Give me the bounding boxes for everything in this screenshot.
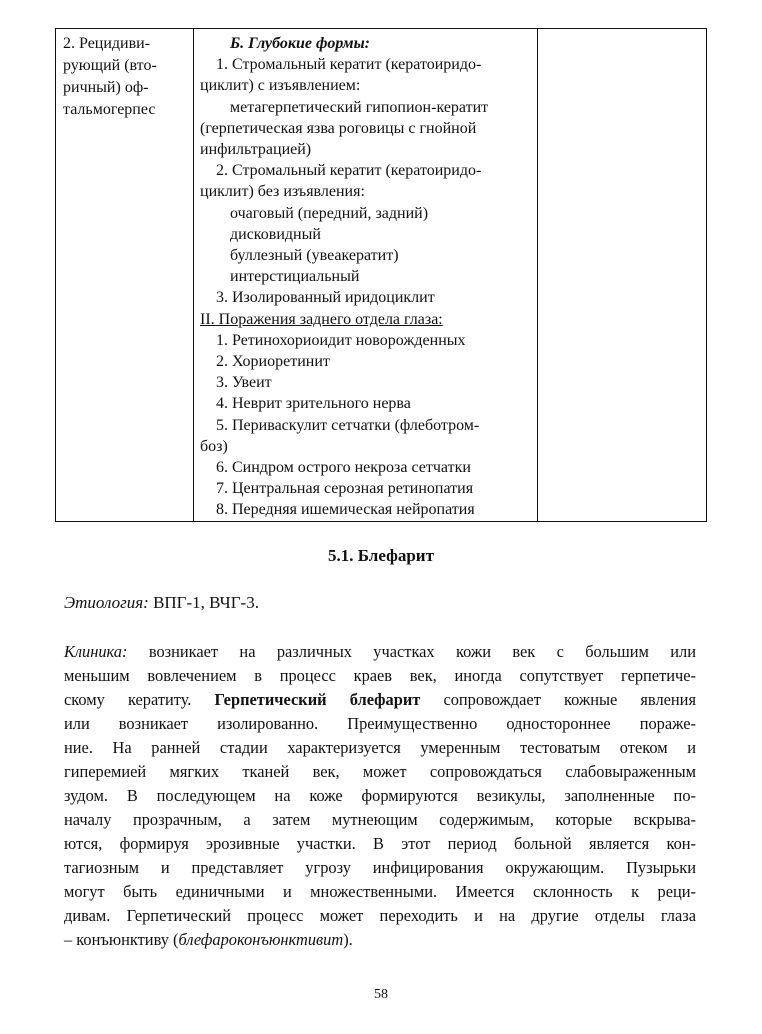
etiology-paragraph — [64, 593, 259, 613]
classification-line: 5. Периваскулит сетчатки (флеботром- — [216, 416, 480, 434]
form-line: тальмогерпес — [63, 101, 156, 118]
text-line: гиперемией мягких тканей век, может сопровождаться слабовыраженным — [64, 762, 696, 781]
classification-line: 2. Стромальный кератит (кератоиридо- — [216, 162, 482, 180]
subheading: Б. Глубокие формы: — [230, 35, 371, 52]
text-fragment: – конъюнктиву ( — [64, 930, 179, 949]
clinic-paragraph — [64, 640, 696, 952]
table-cell-classification — [200, 33, 533, 521]
classification-line: 4. Неврит зрительного нерва — [216, 395, 411, 413]
text-line: могут быть единичными и множественными. Имеется склонность к реци- — [64, 882, 696, 901]
table-divider-2 — [537, 29, 538, 521]
classification-line: инфильтрацией) — [200, 141, 312, 159]
classification-line: 3. Увеит — [216, 374, 272, 392]
classification-line: 2. Хориоретинит — [216, 353, 330, 371]
text-line: ние. На ранней стадии характеризуется умеренным тестоватым отеком и — [64, 738, 696, 757]
classification-line: 7. Центральная серозная ретинопатия — [216, 480, 474, 498]
clinic-label: Клиника: — [64, 642, 128, 661]
etiology-text: ВПГ-1, ВЧГ-3. — [148, 593, 259, 612]
classification-line: 6. Синдром острого некроза сетчатки — [216, 459, 471, 477]
table-cell-form — [63, 33, 195, 121]
text-line: ются, формируя эрозивные участки. В этот период больной является кон- — [64, 834, 696, 853]
section-heading: 5.1. Блефарит — [328, 546, 434, 565]
classification-line: интерстициальный — [230, 268, 360, 286]
classification-line: буллезный (увеакератит) — [230, 247, 399, 265]
classification-line: 1. Стромальный кератит (кератоиридо- — [216, 56, 482, 74]
text-line: зудом. В последующем на коже формируются везикулы, заполненные по- — [64, 786, 696, 805]
classification-line: метагерпетический гипопион-кератит — [230, 98, 489, 116]
classification-line: дисковидный — [230, 225, 321, 243]
text-line — [64, 928, 696, 952]
form-line: 2. Рецидиви- — [63, 35, 151, 52]
text-line: меньшим вовлечением в процесс краев век, иногда сопутствует герпетиче- — [64, 666, 696, 685]
classification-table — [55, 28, 707, 522]
text-fragment: возникает на различных участках кожи век с большим или — [127, 642, 696, 661]
text-line: началу прозрачным, а затем мутнеющим содержимым, которые вскрыва- — [64, 810, 696, 829]
classification-line: 3. Изолированный иридоциклит — [216, 289, 435, 307]
etiology-label: Этиология: — [64, 593, 149, 612]
text-line: или возникает изолированно. Преимущественно одностороннее пораже- — [64, 714, 696, 733]
form-line: рующий (вто- — [63, 57, 157, 74]
classification-line: циклит) без изъявления: — [200, 183, 365, 201]
classification-line: боз) — [200, 437, 228, 455]
section-title: II. Поражения заднего отдела глаза: — [200, 310, 443, 328]
text-line: тагиозным и представляет угрозу инфицирования окружающим. Пузырьки — [64, 858, 696, 877]
classification-line: циклит) с изъявлением: — [200, 77, 361, 95]
text-fragment: сопровождает кожные явления — [420, 690, 696, 709]
text-line — [64, 688, 696, 712]
text-line: дивам. Герпетический процесс может переходить и на другие отделы глаза — [64, 906, 696, 925]
text-fragment: ). — [343, 930, 353, 949]
text-line — [64, 640, 696, 664]
text-fragment: скому кератиту. — [64, 690, 215, 709]
bold-term: Герпетический блефарит — [214, 690, 421, 709]
classification-line: 8. Передняя ишемическая нейропатия — [216, 501, 475, 519]
classification-line: очаговый (передний, задний) — [230, 204, 429, 222]
form-line: ричный) оф- — [63, 79, 149, 96]
classification-line: 1. Ретинохориоидит новорожденных — [216, 331, 466, 349]
classification-line: (герпетическая язва роговицы с гнойной — [200, 119, 477, 137]
page-number: 58 — [374, 987, 388, 1002]
italic-term: блефароконъюнктивит — [178, 930, 344, 949]
